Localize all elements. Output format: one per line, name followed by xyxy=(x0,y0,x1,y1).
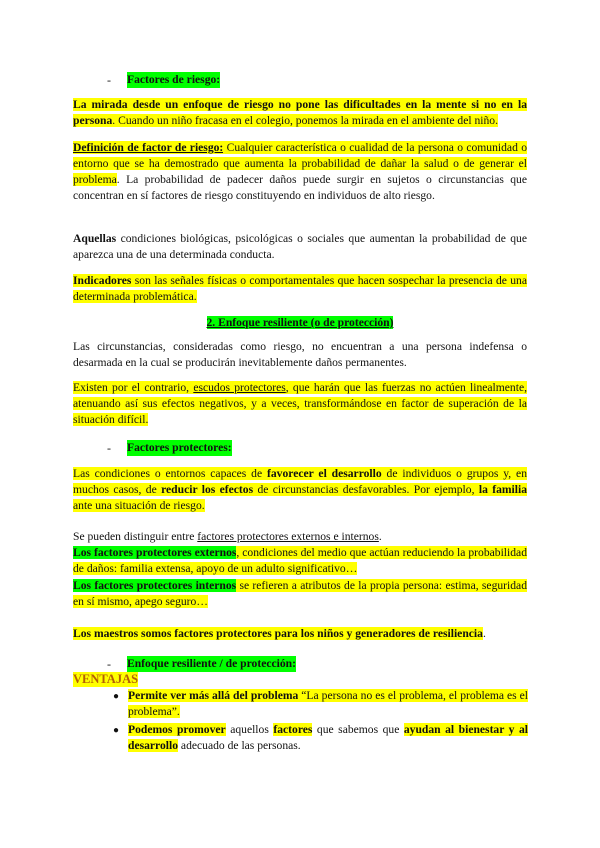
definicion-rest: . La probabilidad de padecer daños puede surgir en sujetos o circunstancias que concentran en sí factores de riesgo constituyendo en individuos de alto riesgo. xyxy=(73,173,527,202)
section-2-title-row xyxy=(73,315,527,331)
paragraph-enfoque-riesgo xyxy=(73,97,527,129)
p1-rest: . Cuando un niño fracasa en el colegio, ponemos la mirada en el ambiente del niño. xyxy=(112,114,498,127)
escudos-underline: escudos protectores xyxy=(193,381,286,394)
b2-bold2: factores xyxy=(273,723,313,736)
bullet-icon: ● xyxy=(113,725,120,736)
b2-bold1: Podemos promover xyxy=(128,723,226,736)
b2-bold3: ayudan al bienestar y al desarrollo xyxy=(128,723,528,752)
bullet-item-2 xyxy=(128,722,528,754)
definicion-highlight: Cualquier característica o cualidad de la persona o comunidad o entorno que se ha demostrado que aumenta la probabilidad de dañar la salud o de generar el problema xyxy=(73,141,527,186)
paragraph-externos xyxy=(73,545,527,577)
definicion-label: Definición de factor de riesgo: xyxy=(73,141,224,154)
paragraph-escudos xyxy=(73,380,527,428)
cond-b3: la familia xyxy=(478,483,527,496)
b2-c: adecuado de las personas. xyxy=(178,739,301,752)
cond-d: de circunstancias desfavorables. Por ejemplo, xyxy=(253,483,479,496)
cond-e: ante una situación de riesgo. xyxy=(73,499,205,512)
b2-a: aquellos xyxy=(225,723,274,736)
paragraph-internos xyxy=(73,578,527,610)
indicadores-bold: Indicadores xyxy=(73,274,132,287)
dash-marker: - xyxy=(107,441,111,455)
paragraph-condiciones xyxy=(73,466,527,514)
internos-rest: se refieren a atributos de la propia persona: estima, seguridad en sí mismo, apego seguro… xyxy=(73,579,527,608)
dash-marker: - xyxy=(107,657,111,671)
paragraph-distinguir xyxy=(73,529,527,545)
externos-label: Los factores protectores externos xyxy=(73,546,237,559)
maestros-end: . xyxy=(482,627,486,640)
cond-c: de individuos o grupos y, en muchos casos, de xyxy=(73,467,527,496)
b1-rest: “La persona no es el problema, el problema es el problema”. xyxy=(128,689,529,718)
paragraph-maestros xyxy=(73,626,527,642)
bullet-item-1 xyxy=(128,688,528,720)
factores-protectores-heading: Factores protectores: xyxy=(127,441,232,454)
p1-bold: La mirada desde un enfoque de riesgo no pone las dificultades en la mente si no en la persona xyxy=(73,98,527,127)
circunstancias-text: Las circunstancias, consideradas como riesgo, no encuentran a una persona indefensa o desarmada en la cual se producirán inevitablemente daños permanentes. xyxy=(73,340,527,369)
factores-riesgo-heading: Factores de riesgo: xyxy=(127,73,221,86)
paragraph-circunstancias xyxy=(73,339,527,371)
escudos-a: Existen por el contrario, xyxy=(73,381,194,394)
b2-b: que sabemos que xyxy=(312,723,404,736)
escudos-b: , que harán que las fuerzas no actúen linealmente, atenuando así sus efectos negativos, y a veces, transformándose en factor de superación de la situación difícil. xyxy=(73,381,527,426)
dash-marker: - xyxy=(107,73,111,87)
paragraph-aquellas xyxy=(73,231,527,263)
maestros-text: Los maestros somos factores protectores para los niños y generadores de resiliencia xyxy=(73,627,483,640)
cond-b1: favorecer el desarrollo xyxy=(267,467,382,480)
indicadores-rest: son las señales físicas o comportamentales que hacen sospechar la presencia de una determinada problemática. xyxy=(73,274,527,303)
paragraph-indicadores xyxy=(73,273,527,305)
internos-label: Los factores protectores internos xyxy=(73,579,237,592)
distinguir-underline: factores protectores externos e internos xyxy=(197,530,379,543)
section-2-title: 2. Enfoque resiliente (o de protección) xyxy=(206,316,394,329)
enfoque-resiliente-heading: Enfoque resiliente / de protección: xyxy=(127,657,296,670)
cond-a: Las condiciones o entornos capaces de xyxy=(73,467,267,480)
bullet-icon: ● xyxy=(113,691,120,702)
externos-rest: , condiciones del medio que actúan reduciendo la probabilidad de daños: familia extensa, apoyo de un adulto significativo… xyxy=(73,546,527,575)
aquellas-rest: condiciones biológicas, psicológicas o sociales que aumentan la probabilidad de que aparezca una de una determinada conducta. xyxy=(73,232,527,261)
cond-b2: reducir los efectos xyxy=(161,483,254,496)
distinguir-a: Se pueden distinguir entre xyxy=(73,530,198,543)
aquellas-bold: Aquellas xyxy=(73,232,117,245)
distinguir-b: . xyxy=(378,530,382,543)
ventajas-heading: VENTAJAS xyxy=(73,672,139,686)
paragraph-definicion xyxy=(73,140,527,204)
b1-bold: Permite ver más allá del problema xyxy=(128,689,299,702)
